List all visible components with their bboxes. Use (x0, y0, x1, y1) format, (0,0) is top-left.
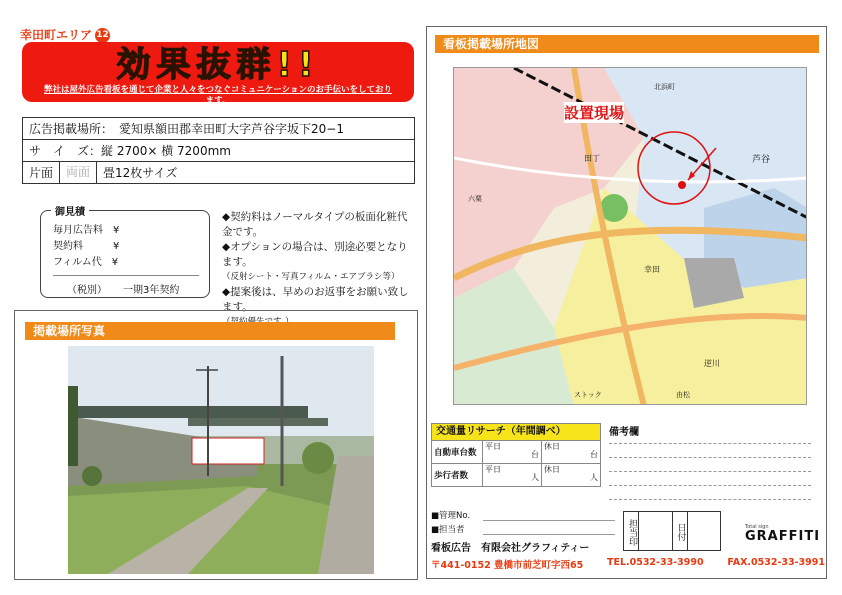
stamp-person-field (639, 512, 673, 550)
site-photo-image (68, 346, 374, 574)
face-double: 両面 (59, 162, 97, 183)
stamp-date-label: 日付 (673, 512, 688, 550)
area-number-badge: 12 (95, 28, 110, 43)
info-row-size (23, 140, 414, 162)
walk-holiday-unit: 人 (590, 473, 598, 482)
car-weekday-cell (483, 441, 542, 464)
map-place-3: 六栗 (468, 195, 482, 203)
estimate-box (40, 207, 210, 298)
car-weekday-unit: 台 (531, 450, 539, 459)
estimate-title: 御見積 (51, 203, 89, 218)
traffic-research (431, 423, 601, 487)
map-section-title: 看板掲載場所地図 (435, 35, 819, 53)
size-text: サ イ ズ：縦 2700× 横 7200mm (29, 144, 231, 158)
location-text: 広告掲載場所： 愛知県額田郡幸田町大字芦谷字坂下20−1 (29, 122, 344, 136)
walk-weekday-cell (483, 464, 542, 487)
film-fee: フィルム代 ¥ (53, 257, 119, 268)
stamp-box (623, 511, 721, 551)
photo-panel (14, 310, 418, 580)
logo-tagline: Total sign (745, 524, 769, 530)
tax-note: （税別） (67, 285, 107, 296)
map-place-4: 田丁 (584, 154, 600, 163)
traffic-row-walk (432, 464, 601, 487)
contract-fee: 契約料 ¥ (53, 241, 120, 252)
person-label: ■担当者 (431, 525, 465, 535)
car-holiday-unit: 台 (590, 450, 598, 459)
banner-subtitle: 弊社は屋外広告看板を通じて企業と人々をつなぐコミュニケーションのお手伝いをしております。 (44, 85, 392, 106)
location-map (453, 67, 807, 405)
company-address: 〒441-0152 豊橋市前芝町字西65 (431, 560, 584, 571)
photo-section-title: 掲載場所写真 (25, 322, 395, 340)
stamp-date-field (688, 512, 721, 550)
traffic-table (431, 440, 601, 487)
map-place-5: 逆川 (704, 359, 720, 368)
note-2: ◆オプションの場合は、別途必要となります。 (222, 241, 408, 268)
company-name: 看板広告 有限会社グラフィティー (431, 543, 590, 554)
car-holiday-cell (542, 441, 601, 464)
map-place-1: 芦谷 (752, 155, 771, 165)
area-label-text: 幸田町エリア (20, 28, 93, 42)
company-fax: FAX.0532-33-3991 (727, 557, 825, 568)
company-logo: GRAFFITI (745, 529, 821, 544)
car-label: 自動車台数 (432, 441, 483, 464)
map-place-2: 幸田 (644, 265, 660, 274)
company-tel: TEL.0532-33-3990 (606, 557, 704, 568)
memo-line (609, 457, 811, 458)
note-3: ◆提案後は、早めのお返事をお願い致します。 (222, 286, 409, 313)
face-size: 畳12枚サイズ (103, 166, 178, 180)
traffic-title: 交通量リサーチ（年間調べ） (431, 423, 601, 440)
walk-weekday-unit: 人 (531, 473, 539, 482)
monthly-fee: 毎月広告料 ¥ (53, 225, 120, 236)
map-image (454, 68, 807, 405)
company-contact (431, 557, 825, 571)
billboard-info-table (22, 117, 415, 184)
walk-holiday-cell (542, 464, 601, 487)
site-label: 設置現場 (564, 104, 625, 122)
memo-line (609, 499, 811, 500)
walk-holiday-label: 休日 (544, 465, 560, 474)
face-single: 片面 (29, 166, 54, 180)
right-panel (426, 26, 827, 579)
traffic-row-car (432, 441, 601, 464)
map-place-6: 由松 (676, 391, 690, 399)
memo-line (609, 471, 811, 472)
banner-title: 効果抜群!! (116, 45, 320, 85)
area-label (20, 26, 110, 43)
memo-line (609, 485, 811, 486)
estimate-divider (53, 275, 199, 276)
car-holiday-label: 休日 (544, 442, 560, 451)
manager-no-rule (483, 520, 615, 521)
memo-line (609, 443, 811, 444)
car-weekday-label: 平日 (485, 442, 501, 451)
note-2-detail: （反射シート・写真フィルム・エアブラシ等） (222, 272, 400, 282)
manager-no-label: ■管理No. (431, 511, 471, 521)
info-row-face (23, 162, 414, 183)
walk-label: 歩行者数 (432, 464, 483, 487)
map-place-0: 北浜町 (654, 83, 675, 91)
note-1: ◆契約料はノーマルタイプの板面化粧代金です。 (222, 211, 408, 238)
stamp-person-label: 担当印 (624, 512, 639, 550)
site-photo (68, 346, 374, 574)
map-place-7: ストック (574, 391, 602, 399)
memo-title: 備考欄 (609, 427, 639, 438)
headline-banner (22, 42, 414, 106)
walk-weekday-label: 平日 (485, 465, 501, 474)
contract-term: 一期3年契約 (123, 285, 180, 296)
person-rule (483, 534, 615, 535)
info-row-location (23, 118, 414, 140)
